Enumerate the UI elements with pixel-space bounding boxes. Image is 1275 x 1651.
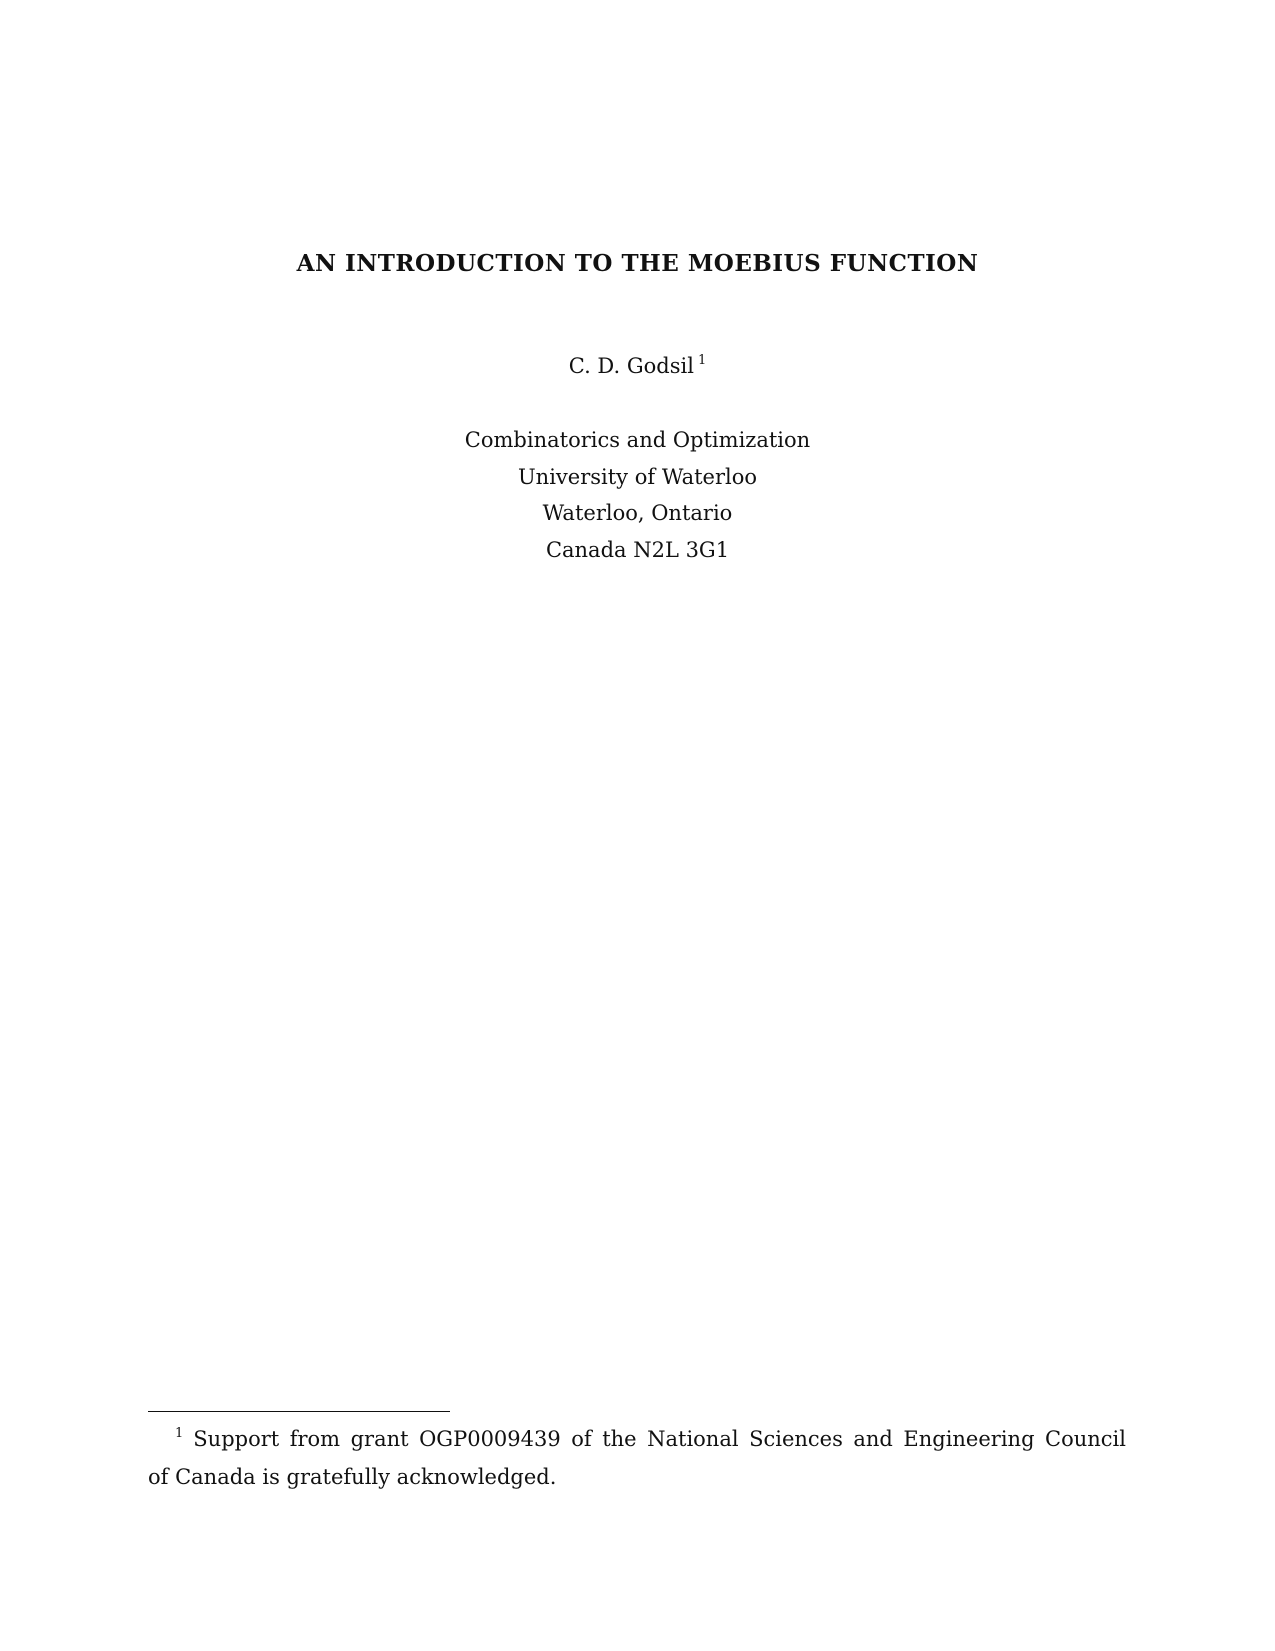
footnote-separator bbox=[148, 1411, 450, 1412]
author-line bbox=[0, 353, 1275, 378]
paper-title: AN INTRODUCTION TO THE MOEBIUS FUNCTION bbox=[296, 250, 979, 277]
footnote-text-1: Support from grant OGP0009439 of the National Sciences and Engineering Council bbox=[193, 1427, 1126, 1451]
footnote-marker: 1 bbox=[175, 1426, 184, 1441]
affiliation-city: Waterloo, Ontario bbox=[542, 501, 733, 525]
footnote-text-2: of Canada is gratefully acknowledged. bbox=[148, 1465, 557, 1489]
author-name: C. D. Godsil bbox=[568, 354, 694, 378]
affiliation-university: University of Waterloo bbox=[517, 464, 758, 489]
footnote bbox=[148, 1415, 1126, 1496]
footnote-line-1 bbox=[148, 1415, 1126, 1458]
author-footnote-marker: 1 bbox=[697, 353, 707, 368]
affiliation-block bbox=[0, 422, 1275, 568]
affiliation-department: Combinatorics and Optimization bbox=[464, 428, 811, 452]
affiliation-country-postcode: Canada N2L 3G1 bbox=[545, 537, 730, 562]
